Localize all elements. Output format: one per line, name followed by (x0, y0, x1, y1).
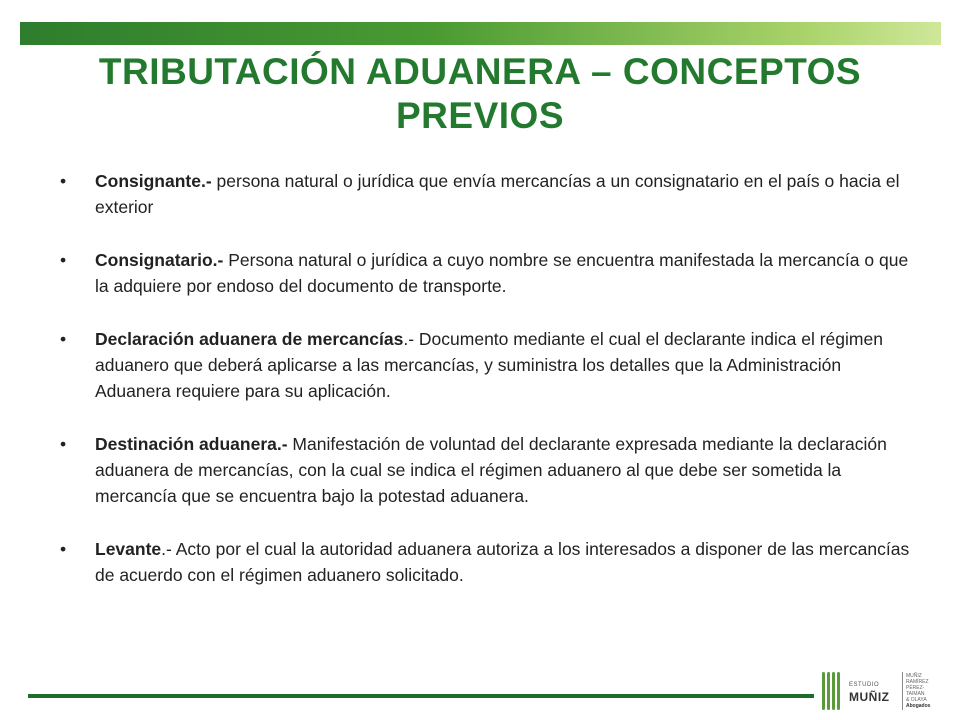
logo-partner: PÉREZ-TAIMAN (906, 685, 925, 697)
slide-title: TRIBUTACIÓN ADUANERA – CONCEPTOS PREVIOS (98, 51, 862, 136)
concepts-list (60, 168, 910, 615)
item-term: Destinación aduanera.- (95, 434, 288, 454)
list-item (60, 247, 910, 299)
item-term: Consignatario.- (95, 250, 224, 270)
logo-partner: RAMÍREZ (906, 679, 929, 685)
bullet-icon: • (60, 329, 67, 349)
logo-studio-text: ESTUDIO (849, 682, 880, 688)
top-gradient-bar (20, 22, 941, 45)
item-text: .- Acto por el cual la autoridad aduanera autoriza a los interesados a disponer de las mercancías de acuerdo con el régimen aduanero solicitado. (95, 539, 910, 585)
logo-partner: MUÑIZ (906, 673, 922, 679)
logo-partners (906, 673, 942, 709)
item-text: Manifestación de voluntad del declarante expresada mediante la declaración aduanera de mercancías, con la cual se indica el régimen aduanero al que debe ser sometida la mercancía que se encuentra bajo la potestad aduanera. (95, 434, 887, 506)
item-term: Declaración aduanera de mercancías (95, 329, 404, 349)
logo-divider (902, 672, 903, 710)
list-item (60, 536, 910, 588)
firm-logo (822, 668, 940, 714)
item-text: persona natural o jurídica que envía mercancías a un consignatario en el país o hacia el exterior (95, 171, 900, 217)
list-item (60, 168, 910, 220)
bullet-icon: • (60, 434, 67, 454)
item-text: .- Documento mediante el cual el declarante indica el régimen aduanero que deberá aplicarse a las mercancías, y suministra los detalles que la Administración Aduanera requiere para su aplicación. (95, 329, 883, 401)
logo-partner: & OLAYA (906, 697, 927, 703)
list-item (60, 431, 910, 509)
item-term: Consignante.- (95, 171, 212, 191)
bottom-divider (28, 694, 814, 698)
item-text: Persona natural o jurídica a cuyo nombre se encuentra manifestada la mercancía o que la adquiere por endoso del documento de transporte. (95, 250, 909, 296)
logo-mark-icon (822, 672, 844, 710)
logo-tagline: Abogados (906, 703, 931, 709)
bullet-icon: • (60, 171, 67, 191)
bullet-icon: • (60, 539, 67, 559)
item-term: Levante (95, 539, 162, 559)
logo-name-text: MUÑIZ (849, 690, 890, 704)
list-item (60, 326, 910, 404)
bullet-icon: • (60, 250, 67, 270)
